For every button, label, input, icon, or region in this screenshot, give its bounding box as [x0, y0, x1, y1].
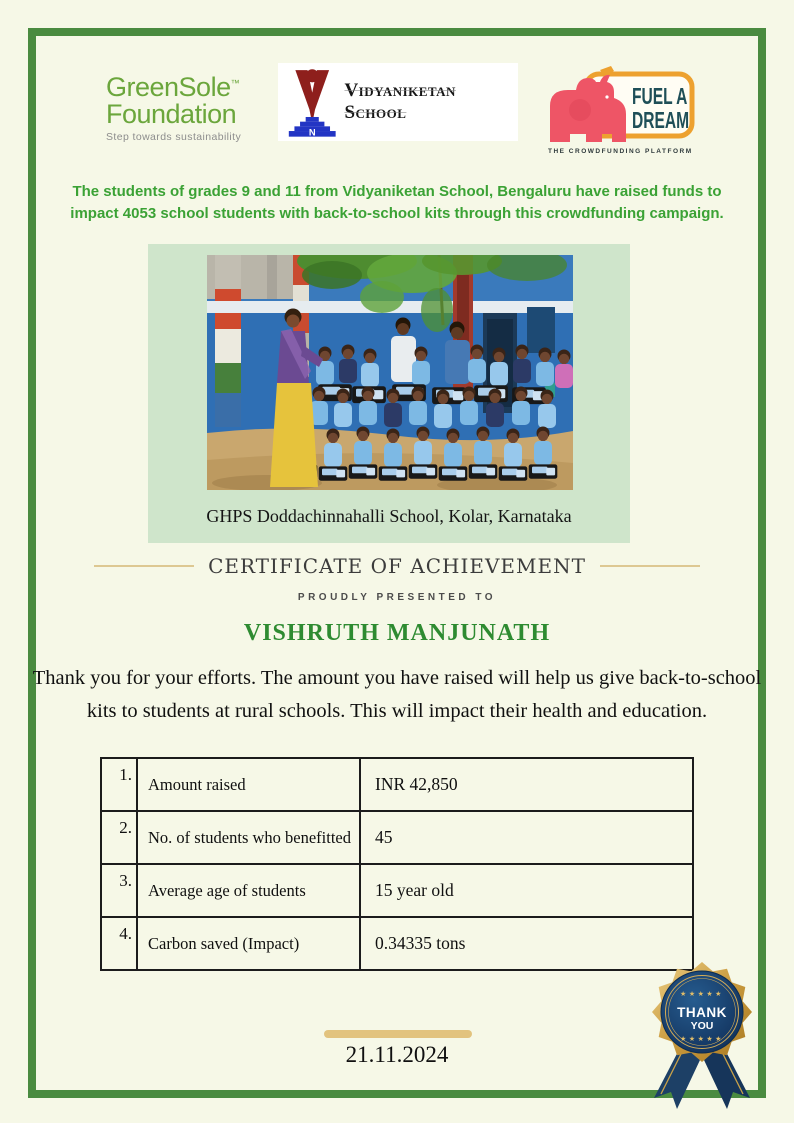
vidyaniketan-name: Vidyaniketan School — [344, 80, 456, 123]
row-label: No. of students who benefitted — [137, 811, 360, 864]
thank-you-badge-icon — [624, 948, 780, 1112]
campaign-intro-text: The students of grades 9 and 11 from Vidyaniketan School, Bengaluru have raised funds to impact 4053 school students with back-to-school kits through this crowdfunding campaign. — [70, 183, 724, 222]
vidyaniketan-school-logo — [278, 63, 518, 141]
table-row — [101, 864, 693, 917]
row-number: 3. — [101, 864, 137, 917]
school-photo-illustration — [207, 255, 573, 490]
row-number: 2. — [101, 811, 137, 864]
fuel-line2: DREAM — [632, 108, 690, 134]
fuel-a-dream-logo — [540, 64, 700, 156]
table-row — [101, 917, 693, 970]
row-number: 1. — [101, 758, 137, 811]
row-value: 15 year old — [360, 864, 693, 917]
table-row — [101, 811, 693, 864]
row-label: Average age of students — [137, 864, 360, 917]
greensole-name-line1: GreenSole — [106, 72, 231, 102]
date-divider-bar — [324, 1030, 472, 1038]
row-label: Amount raised — [137, 758, 360, 811]
row-label: Carbon saved (Impact) — [137, 917, 360, 970]
emblem-letter: N — [308, 127, 316, 138]
greensole-tagline: Step towards sustainability — [106, 131, 242, 143]
greensole-name-line2: Foundation — [106, 99, 237, 129]
certificate-heading-row — [0, 554, 794, 578]
heading-line-right — [600, 565, 700, 567]
photo-card — [148, 244, 630, 543]
row-number: 4. — [101, 917, 137, 970]
trademark-symbol: ™ — [230, 78, 240, 88]
thank-you-message: Thank you for your efforts. The amount you have raised will help us give back-to-school kits to students at rural schools. This will impact their health and education. — [32, 667, 762, 722]
badge-stars-top: ★★★★★ — [680, 990, 724, 998]
greensole-foundation-logo — [106, 74, 276, 143]
certificate-heading: CERTIFICATE OF ACHIEVEMENT — [208, 554, 586, 578]
row-value: 0.34335 tons — [360, 917, 693, 970]
photo-caption: GHPS Doddachinnahalli School, Kolar, Karnataka — [206, 506, 572, 526]
impact-table — [100, 757, 694, 971]
fuel-tagline: THE CROWDFUNDING PLATFORM — [548, 148, 693, 155]
recipient-name: VISHRUTH MANJUNATH — [243, 620, 551, 646]
badge-line2: YOU — [690, 1020, 714, 1032]
badge-stars-bottom: ★★★★★ — [680, 1035, 724, 1043]
badge-line1: THANK — [677, 1005, 727, 1020]
fuel-line1: FUEL A — [632, 84, 688, 110]
certificate-date: 21.11.2024 — [345, 1042, 449, 1067]
presented-to-label: PROUDLY PRESENTED TO — [297, 592, 497, 603]
row-value: 45 — [360, 811, 693, 864]
heading-line-left — [94, 565, 194, 567]
vidyaniketan-emblem-icon — [286, 66, 338, 138]
table-row — [101, 758, 693, 811]
row-value: INR 42,850 — [360, 758, 693, 811]
